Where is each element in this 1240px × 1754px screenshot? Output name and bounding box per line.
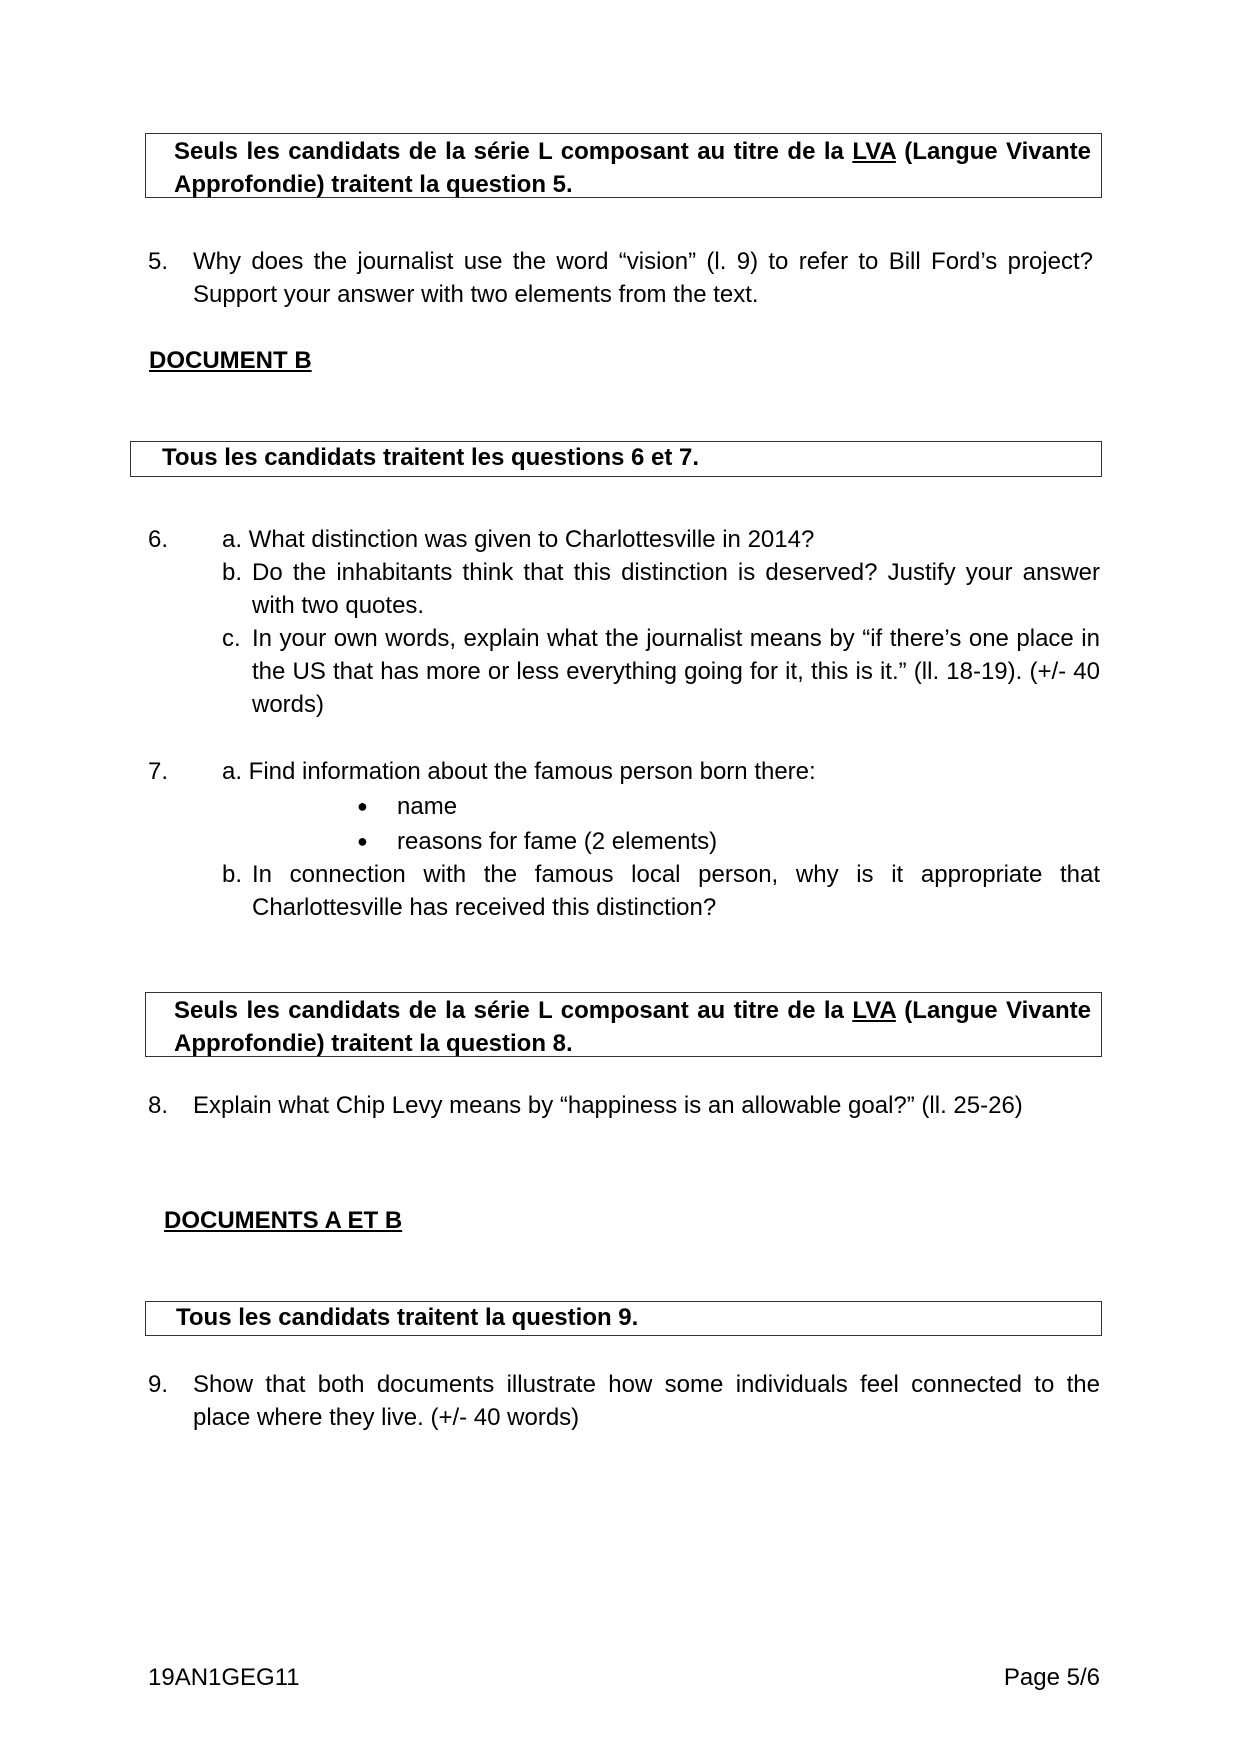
document-b-heading: DOCUMENT B (149, 347, 312, 374)
question-6b-label: b. (222, 559, 243, 586)
all-candidates-box-q6-7 (130, 441, 1102, 477)
question-9-number: 9. (148, 1371, 169, 1398)
question-7b-text: In connection with the famous local person, why is it appropriate that Charlottesville has received this distinction? (252, 861, 1100, 921)
question-7a-text: a. Find information about the famous person born there: (222, 758, 816, 785)
lva-notice-text-before: Seuls les candidats de la série L composant au titre de la (174, 138, 844, 165)
all-candidates-text-q6-7: Tous les candidats traitent les questions 6 et 7. (162, 444, 700, 471)
question-7a-bullet-2: reasons for fame (2 elements) (397, 828, 718, 855)
bullet-icon: ● (357, 831, 368, 851)
lva-abbreviation: LVA (852, 997, 896, 1024)
lva-notice-text-after: (Langue Vivante Approfondie) traitent la question 5. (174, 138, 1091, 198)
question-6c-label: c. (222, 625, 241, 652)
footer-page-number: Page 5/6 (1003, 1664, 1100, 1691)
lva-notice-box-q8 (145, 992, 1102, 1057)
question-8-number: 8. (148, 1092, 169, 1119)
lva-notice-box-q5 (145, 133, 1102, 198)
question-5-text: Why does the journalist use the word “vision” (l. 9) to refer to Bill Ford’s project? Support your answer with two elements from the text. (193, 248, 1093, 308)
bullet-icon: ● (357, 796, 368, 816)
all-candidates-text-q9: Tous les candidats traitent la question 9. (176, 1304, 639, 1331)
question-9-text: Show that both documents illustrate how some individuals feel connected to the place where they live. (+/- 40 words) (193, 1371, 1100, 1431)
question-6b-text: Do the inhabitants think that this distinction is deserved? Justify your answer with two quotes. (252, 559, 1100, 619)
question-7-number: 7. (148, 758, 169, 785)
all-candidates-box-q9 (145, 1301, 1102, 1336)
question-7b-label: b. (222, 861, 243, 888)
question-7a-bullet-1: name (397, 793, 458, 820)
documents-a-b-heading: DOCUMENTS A ET B (164, 1207, 403, 1234)
question-8-text: Explain what Chip Levy means by “happiness is an allowable goal?” (ll. 25-26) (193, 1092, 1023, 1119)
question-6c-text: In your own words, explain what the journalist means by “if there’s one place in the US that has more or less everything going for it, this is it.” (ll. 18-19). (+/- 40 words) (252, 625, 1100, 718)
lva-notice-text-before: Seuls les candidats de la série L composant au titre de la (174, 997, 844, 1024)
lva-abbreviation: LVA (852, 138, 896, 165)
question-6-number: 6. (148, 526, 169, 553)
footer-code: 19AN1GEG11 (148, 1664, 300, 1691)
question-5-number: 5. (148, 248, 169, 275)
lva-notice-text-after: (Langue Vivante Approfondie) traitent la question 8. (174, 997, 1091, 1057)
question-6a-text: a. What distinction was given to Charlottesville in 2014? (222, 526, 815, 553)
